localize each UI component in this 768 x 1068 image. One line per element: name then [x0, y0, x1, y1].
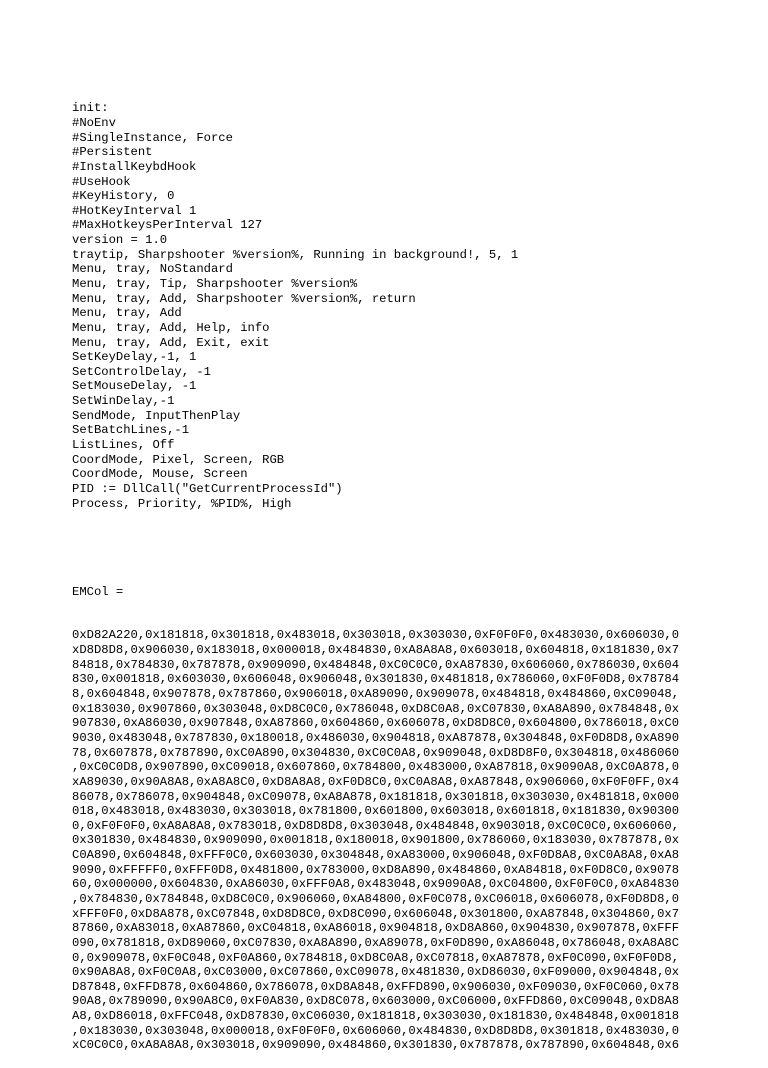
hex-line: D87848,0xFFD878,0x604860,0x786078,0xD8A848,0xFFD890,0x906030,0xF09030,0xF0C060,0x78	[72, 979, 680, 994]
hex-line: 907830,0xA86030,0x907848,0xA87860,0x604860,0x606078,0xD8D8C0,0x604800,0x786018,0xC0	[72, 716, 680, 731]
code-line: #SingleInstance, Force	[72, 130, 233, 145]
code-line: #NoEnv	[72, 115, 116, 130]
code-line: version = 1.0	[72, 233, 168, 248]
hex-line: C0A890,0x604848,0xFFF0C0,0x603030,0x304848,0xA83000,0x906048,0xF0D8A8,0xC0A8A8,0xA8	[72, 848, 680, 863]
hex-line: 9030,0x483048,0x787830,0x180018,0x486030,0x904818,0xA87878,0x304848,0xF0D8D8,0xA890	[72, 730, 680, 745]
hex-line: xD8D8D8,0x906030,0x183018,0x000018,0x484830,0xA8A8A8,0x603018,0x604818,0x181830,0x7	[72, 643, 680, 658]
code-line: Menu, tray, NoStandard	[72, 262, 233, 277]
code-line: SendMode, InputThenPlay	[72, 408, 241, 423]
code-line: traytip, Sharpshooter %version%, Running in background!, 5, 1	[72, 247, 519, 262]
hex-line: 84818,0x784830,0x787878,0x909090,0x484848,0xC0C0C0,0xA87830,0x606060,0x786030,0x604	[72, 657, 680, 672]
code-line: SetWinDelay,-1	[72, 394, 175, 409]
hex-line: 60,0x000000,0x604830,0xA86030,0xFFF0A8,0x483048,0x9090A8,0xC04800,0xF0F0C0,0xA84830	[72, 877, 680, 892]
code-line: SetControlDelay, -1	[72, 364, 211, 379]
code-block	[72, 101, 702, 511]
code-line: ListLines, Off	[72, 438, 175, 453]
hex-line: ,0xC0C0D8,0x907890,0xC09018,0x607860,0x784800,0x483000,0xA87818,0x9090A8,0xC0A878,0	[72, 760, 680, 775]
code-line: Menu, tray, Add, Help, info	[72, 320, 270, 335]
code-line: Menu, tray, Add	[72, 306, 182, 321]
hex-line: xA89030,0x90A8A8,0xA8A8C0,0xD8A8A8,0xF0D8C0,0xC0A8A8,0xA87848,0x906060,0xF0F0FF,0x4	[72, 774, 680, 789]
code-line: Menu, tray, Add, Exit, exit	[72, 335, 270, 350]
hex-line: 86078,0x786078,0x904848,0xC09078,0xA8A878,0x181818,0x301818,0x303030,0x481818,0x000	[72, 789, 680, 804]
hex-line: 90A8,0x789090,0x90A8C0,0xF0A830,0xD8C078,0x603000,0xC06000,0xFFD860,0xC09048,0xD8A8	[72, 994, 680, 1009]
hex-line: 87860,0xA83018,0xA87860,0xC04818,0xA86018,0x904818,0xD8A860,0x904830,0x907878,0xFFF	[72, 921, 680, 936]
code-line: CoordMode, Mouse, Screen	[72, 467, 248, 482]
hex-line: 0,0xF0F0F0,0xA8A8A8,0x783018,0xD8D8D8,0x303048,0x484848,0x903018,0xC0C0C0,0x606060,	[72, 818, 680, 833]
hex-line: 0x183030,0x907860,0x303048,0xD8C0C0,0x786048,0xD8C0A8,0xC07830,0xA8A890,0x784848,0x	[72, 701, 680, 716]
code-line: SetMouseDelay, -1	[72, 379, 197, 394]
code-line: #UseHook	[72, 174, 131, 189]
hex-line: ,0x784830,0x784848,0xD8C0C0,0x906060,0xA84800,0xF0C078,0xC06018,0x606078,0xF0D8D8,0	[72, 892, 680, 906]
code-line: Menu, tray, Tip, Sharpshooter %version%	[72, 277, 358, 291]
hex-line: 9090,0xFFFFF0,0xFFF0D8,0x481800,0x783000,0xD8A890,0x484860,0xA84818,0xF0D8C0,0x9078	[72, 862, 680, 877]
hex-line: A8,0xD86018,0xFFC048,0xD87830,0xC06030,0x181818,0x303030,0x181830,0x484848,0x001818	[72, 1009, 680, 1024]
code-line: init:	[72, 101, 109, 116]
code-line: Menu, tray, Add, Sharpshooter %version%, return	[72, 291, 416, 306]
hex-line: 0xD82A220,0x181818,0x301818,0x483018,0x303018,0x303030,0xF0F0F0,0x483030,0x606030,0	[72, 628, 680, 643]
code-line: #Persistent	[72, 145, 153, 160]
code-line: #KeyHistory, 0	[72, 189, 175, 204]
hex-line: 830,0x001818,0x603030,0x606048,0x906048,0x301830,0x481818,0x786060,0xF0F0D8,0x78784	[72, 672, 680, 687]
hex-line: 78,0x607878,0x787890,0xC0A890,0x304830,0xC0C0A8,0x909048,0xD8D8F0,0x304818,0x486060	[72, 745, 680, 760]
code-line: SetKeyDelay,-1, 1	[72, 350, 197, 365]
emcol-label: EMCol =	[72, 584, 124, 599]
script-document	[72, 72, 702, 1068]
hex-line: 0x90A8A8,0xF0C0A8,0xC03000,0xC07860,0xC09078,0x481830,0xD86030,0xF09000,0x904848,0x	[72, 965, 680, 980]
hex-line: 090,0x781818,0xD89060,0xC07830,0xA8A890,0xA89078,0xF0D890,0xA86048,0x786048,0xA8A8C	[72, 935, 680, 950]
hex-line: 0,0x909078,0xF0C048,0xF0A860,0x784818,0xD8C0A8,0xC07818,0xA87878,0xF0C090,0xF0F0D8,	[72, 950, 680, 965]
code-line: #HotKeyInterval 1	[72, 203, 197, 218]
hex-line: xC0C0C0,0xA8A8A8,0x303018,0x909090,0x484860,0x301830,0x787878,0x787890,0x604848,0x6	[72, 1038, 680, 1053]
code-line: SetBatchLines,-1	[72, 423, 190, 438]
code-line: Process, Priority, %PID%, High	[72, 496, 292, 511]
hex-line: 8,0x604848,0x907878,0x787860,0x906018,0xA89090,0x909078,0x484818,0x484860,0xC09048,	[72, 687, 680, 702]
code-line: CoordMode, Pixel, Screen, RGB	[72, 452, 285, 467]
hex-line: 018,0x483018,0x483030,0x303018,0x781800,0x601800,0x603018,0x601818,0x181830,0x90300	[72, 804, 680, 819]
code-line: #InstallKeybdHook	[72, 159, 197, 174]
hex-line: 0x301830,0x484830,0x909090,0x001818,0x180018,0x901800,0x786060,0x183030,0x787878,0x	[72, 833, 680, 848]
blank-line	[72, 541, 702, 556]
emcol-hex-block	[72, 628, 702, 1053]
hex-line: xFFF0F0,0xD8A878,0xC07848,0xD8D8C0,0xD8C090,0x606048,0x301800,0xA87848,0x304860,0x7	[72, 906, 680, 921]
code-line: #MaxHotkeysPerInterval 127	[72, 218, 263, 233]
code-line: PID := DllCall("GetCurrentProcessId")	[72, 481, 343, 496]
hex-line: ,0x183030,0x303048,0x000018,0xF0F0F0,0x606060,0x484830,0xD8D8D8,0x301818,0x483030,0	[72, 1023, 680, 1038]
